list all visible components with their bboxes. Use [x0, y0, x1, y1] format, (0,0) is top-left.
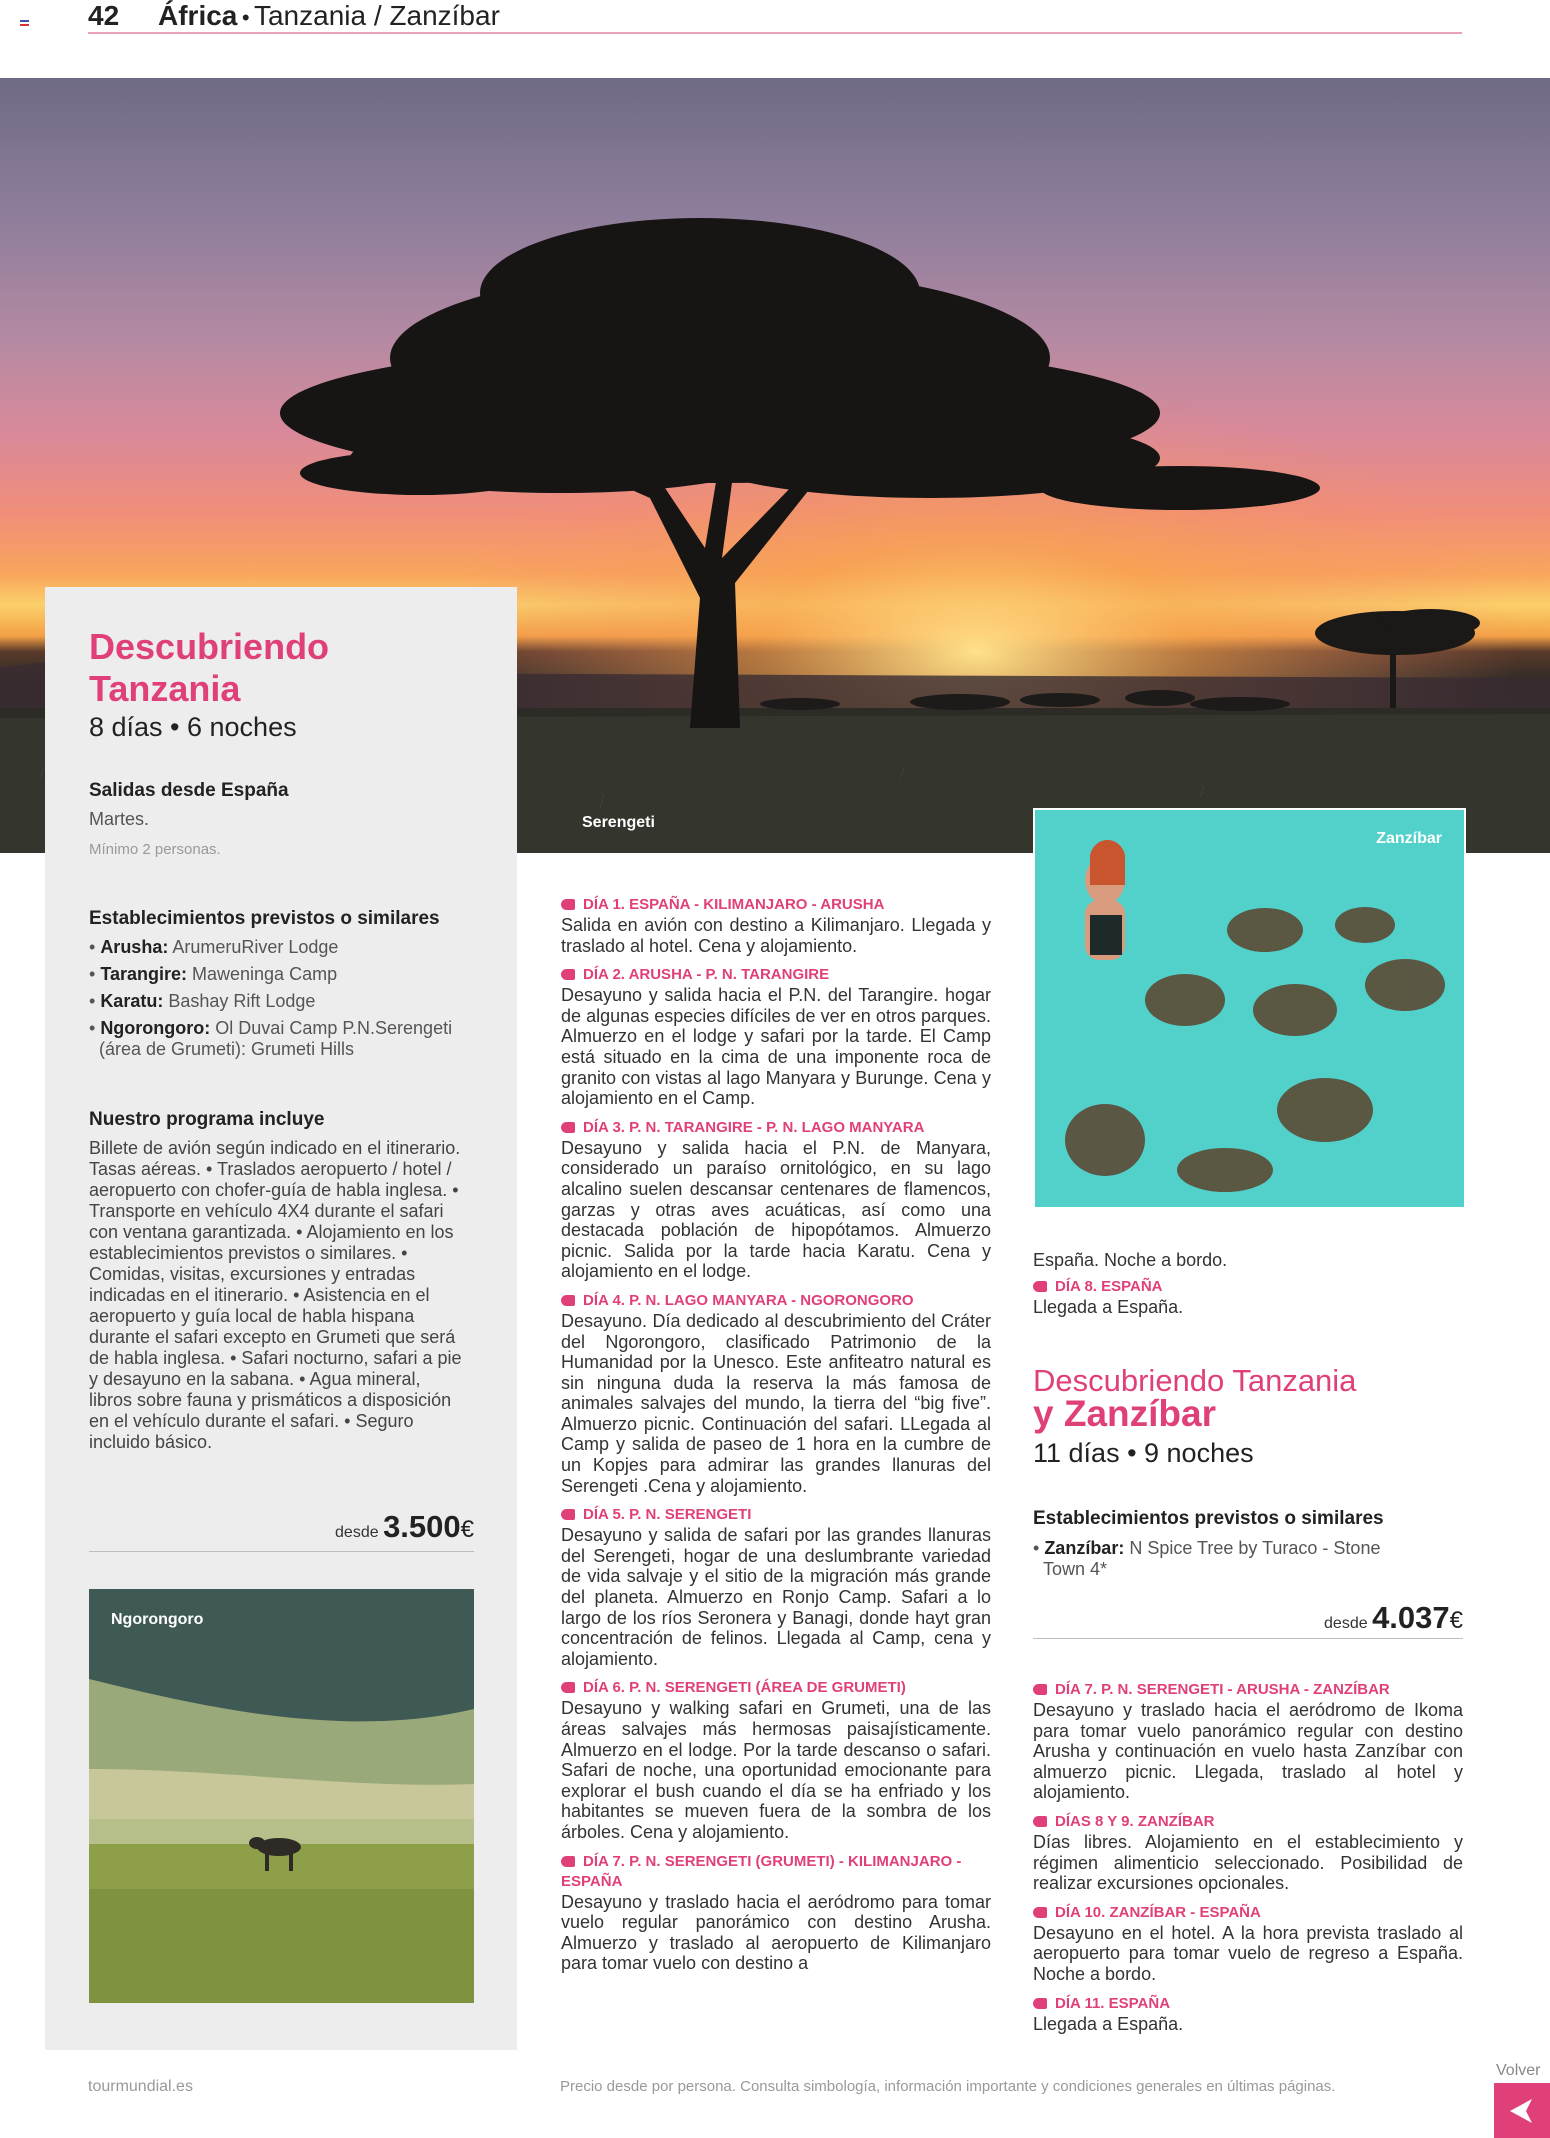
arrow-left-icon [1506, 2095, 1538, 2127]
price-value: 3.500 [383, 1509, 461, 1544]
day-tag-icon [561, 969, 575, 980]
day-tag-icon [561, 899, 575, 910]
lodging-item: • Tarangire: Maweninga Camp [89, 964, 338, 984]
zanzibar-turtles-illustration [1035, 810, 1464, 1207]
itinerary-day: DÍA 2. ARUSHA - P. N. TARANGIRE Desayuno y salida hacia el P.N. del Tarangire. hogar de algunas especies difíciles de ver en otros parques. Almuerzo en el lodge y safari por la tarde. El Camp está situado en la cima de una imponente roca de granito con vistas al lago Manyara y Burunge. Cena y alojamiento en el Camp. [561, 966, 991, 1109]
min-people: Mínimo 2 personas. [89, 841, 221, 858]
itinerary-day: DÍA 6. P. N. SERENGETI (ÁREA DE GRUMETI) Desayuno y walking safari en Grumeti, una de las áreas salvajes más hermosas paisajísticamente. Almuerzo en el lodge. Por la tarde descanso o safari. Safari de noche, una oportunidad emocionante para explorar el bush cuando el día se ha enfriado y los habitantes se mueven fuera de la sombra de los árboles. Cena y alojamiento. [561, 1679, 991, 1842]
flag-icon [20, 20, 29, 26]
tour1-price [89, 1509, 474, 1552]
price-from-label: desde [335, 1524, 379, 1541]
price-currency: € [460, 1516, 474, 1543]
day-tag-icon [1033, 1281, 1047, 1292]
zanzibar-photo [1033, 808, 1466, 1209]
lodging-list [89, 937, 489, 1066]
itinerary-day: DÍA 10. ZANZÍBAR - ESPAÑA Desayuno en el hotel. A la hora prevista traslado al aeropuerto para tomar vuelo de regreso a España. Noche a bordo. [1033, 1903, 1463, 1984]
ngorongoro-photo [89, 1589, 474, 2003]
tour1-title-line1: Descubriendo [89, 626, 330, 667]
day-tag-icon [561, 1509, 575, 1520]
tour-info-panel [45, 587, 517, 2050]
price-currency: € [1449, 1607, 1463, 1634]
lodging-item: • Arusha: ArumeruRiver Lodge [89, 937, 339, 957]
lodging-item: • Ngorongoro: Ol Duvai Camp P.N.Serengeti (área de Grumeti): Grumeti Hills [89, 1018, 453, 1059]
includes-text: Billete de avión según indicado en el itinerario. Tasas aéreas. • Traslados aeropuerto / hotel / aeropuerto con chofer-guía de habla inglesa. • Transporte en vehículo 4X4 durante el safari con ventana garantizada. • Alojamiento en los establecimientos previstos o similares. • Comidas, visitas, excursiones y entradas indicadas en el itinerario. • Asistencia en el aeropuerto y guía local de habla hispana durante el safari excepto en Grumeti que será de habla inglesa. • Safari nocturno, safari a pie y desayuno en la sabana. • Agua mineral, libros sobre fauna y prismáticos a disposición en el vehículo durante el safari. • Seguro incluido básico. [89, 1138, 462, 1452]
destination-label: Tanzania / Zanzíbar [253, 0, 500, 31]
itinerary-day: DÍA 3. P. N. TARANGIRE - P. N. LAGO MANYARA Desayuno y salida hacia el P.N. de Manyara, considerado un paraíso ornitológico, en su lago alcalino suelen descansar centenares de flamencos, garzas y otras aves acuáticas, así como una destacada población de hipopótamos. Almuerzo picnic. Salida por la tarde hacia Karatu. Cena y alojamiento en el lodge. [561, 1118, 991, 1282]
page-header [88, 0, 1462, 34]
page-title [158, 0, 500, 32]
page-number: 42 [88, 0, 120, 31]
ngorongoro-caption: Ngorongoro [111, 1611, 204, 1628]
price-value: 4.037 [1372, 1600, 1450, 1635]
day-tag-icon [561, 1295, 575, 1306]
day-tag-icon [561, 1122, 575, 1133]
footer-note: Precio desde por persona. Consulta simbología, información importante y condiciones generales en últimas páginas. [560, 2078, 1336, 2095]
itinerary-day: DÍA 7. P. N. SERENGETI - ARUSHA - ZANZÍBAR Desayuno y traslado hacia el aeródromo de Ikoma para tomar vuelo panorámico regular con destino Arusha y continuación en vuelo hasta Zanzíbar con almuerzo picnic. Llegada, traslado al hotel y alojamiento. [1033, 1681, 1463, 1803]
departures-day: Martes. [89, 809, 150, 829]
itinerary-day: DÍA 1. ESPAÑA - KILIMANJARO - ARUSHA Salida en avión con destino a Kilimanjaro. Llegada y traslado al hotel. Cena y alojamiento. [561, 896, 991, 956]
tour1-duration: 8 días • 6 noches [89, 712, 297, 742]
itinerary-day: DÍA 5. P. N. SERENGETI Desayuno y salida de safari por las grandes llanuras del Serengeti, hogar de una deslumbrante variedad de vida salvaje y el sitio de la migración más grande del planeta. Almuerzo en Ronjo Camp. Safari a lo largo de los ríos Seronera y Banagi, donde hayt gran concentración de felinos. Llegada al Camp, cena y alojamiento. [561, 1506, 991, 1669]
itinerary-day: DÍA 4. P. N. LAGO MANYARA - NGORONGORO Desayuno. Día dedicado al descubrimiento del Cráter del Ngorongoro, clasificado Patrimonio de la Humanidad por la Unesco. Este anfiteatro natural es sin ninguna duda la reserva la más famosa de animales salvajes del mundo, la tierra del “big five”. Almuerzo picnic. Continuación del safari. LLegada al Camp y salida de paseo de 1 hora en la cumbre de un Kopjes para admirar las grandes llanuras del Serengeti .Cena y alojamiento. [561, 1291, 991, 1496]
itinerary-day: DÍA 7. P. N. SERENGETI (GRUMETI) - KILIMANJARO - ESPAÑA Desayuno y traslado hacia el aeródromo para tomar vuelo regular panorámico con destino Arusha. Almuerzo y traslado al aeropuerto de Kilimanjaro para tomar vuelo con destino a [561, 1852, 991, 1974]
tour2-lodging-heading: Establecimientos previstos o similares [1033, 1508, 1384, 1529]
tour2-duration: 11 días • 9 noches [1033, 1438, 1254, 1468]
itinerary-day: DÍA 11. ESPAÑA Llegada a España. [1033, 1994, 1184, 2034]
back-label[interactable]: Volver [1496, 2062, 1541, 2079]
day-tag-icon [1033, 1816, 1047, 1827]
lodging-item: • Karatu: Bashay Rift Lodge [89, 991, 316, 1011]
tour2-price [1033, 1600, 1463, 1639]
itinerary-tour1 [561, 895, 991, 1983]
departures-heading: Salidas desde España [89, 780, 289, 801]
tour1-title-line2: Tanzania [89, 668, 241, 709]
hero-caption: Serengeti [582, 814, 655, 831]
itinerary-day: DÍAS 8 Y 9. ZANZÍBAR Días libres. Alojamiento en el establecimiento y régimen alimenticio seleccionado. Posibilidad de realizar excursiones opcionales. [1033, 1812, 1463, 1894]
tour2-lodging-item: • Zanzíbar: N Spice Tree by Turaco - Stone Town 4* [1033, 1538, 1381, 1579]
region-label: África [158, 0, 238, 31]
day-tag-icon [1033, 1684, 1047, 1695]
itinerary-tour1-continued: España. Noche a bordo. DÍA 8. ESPAÑA Llegada a España. [1033, 1250, 1228, 1317]
zanzibar-caption: Zanzíbar [1376, 830, 1442, 847]
lodging-heading: Establecimientos previstos o similares [89, 908, 440, 929]
day-tag-icon [1033, 1907, 1047, 1918]
day-tag-icon [561, 1856, 575, 1867]
price-from-label: desde [1324, 1615, 1368, 1632]
day-tag-icon [561, 1682, 575, 1693]
ngorongoro-illustration [89, 1589, 474, 2003]
footer-site-link[interactable]: tourmundial.es [88, 2078, 193, 2095]
back-button[interactable] [1494, 2083, 1550, 2138]
tour2-title-line2: y Zanzíbar [1033, 1393, 1216, 1434]
itinerary-tour2 [1033, 1680, 1463, 2043]
includes-heading: Nuestro programa incluye [89, 1109, 325, 1130]
title-separator: • [241, 5, 250, 30]
tour2-title-line1: Descubriendo Tanzania [1033, 1363, 1357, 1398]
day-tag-icon [1033, 1998, 1047, 2009]
